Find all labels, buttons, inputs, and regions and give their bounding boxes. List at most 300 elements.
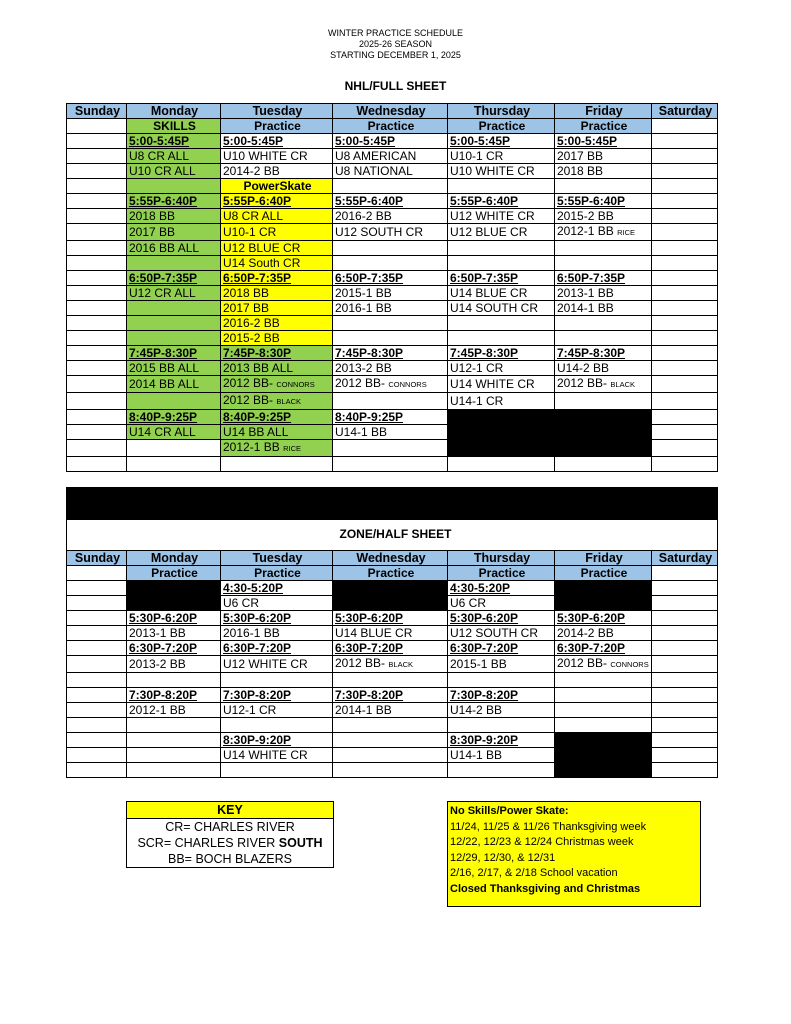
schedule-cell xyxy=(652,703,718,718)
session-type-label: Practice xyxy=(555,119,652,134)
schedule-cell xyxy=(652,209,718,224)
schedule-cell xyxy=(333,763,448,778)
day-header: Saturday xyxy=(652,104,718,119)
schedule-cell xyxy=(127,581,221,596)
schedule-cell xyxy=(333,748,448,763)
schedule-cell: U12 BLUE CR xyxy=(448,224,555,241)
schedule-cell: 2017 BB xyxy=(221,301,333,316)
schedule-cell: 5:00-5:45P xyxy=(221,134,333,149)
schedule-cell: 8:30P-9:20P xyxy=(221,733,333,748)
session-type-label: SKILLS xyxy=(127,119,221,134)
schedule-cell xyxy=(127,331,221,346)
schedule-cell: 7:30P-8:20P xyxy=(448,688,555,703)
schedule-cell: 2012 BB- BLACK xyxy=(333,656,448,673)
schedule-cell xyxy=(555,256,652,271)
session-type-label: Practice xyxy=(333,566,448,581)
schedule-cell xyxy=(333,673,448,688)
schedule-cell: 2018 BB xyxy=(127,209,221,224)
schedule-row xyxy=(67,410,718,425)
schedule-cell: 6:30P-7:20P xyxy=(333,641,448,656)
schedule-cell xyxy=(652,425,718,440)
schedule-cell: U8 NATIONAL xyxy=(333,164,448,179)
schedule-cell: 7:30P-8:20P xyxy=(127,688,221,703)
schedule-cell: U14 WHITE CR xyxy=(448,376,555,393)
schedule-cell xyxy=(67,611,127,626)
schedule-row xyxy=(67,241,718,256)
schedule-cell: 2015-2 BB xyxy=(555,209,652,224)
schedule-cell xyxy=(67,733,127,748)
schedule-cell xyxy=(67,194,127,209)
schedule-cell: U12 SOUTH CR xyxy=(448,626,555,641)
zone-section-title: ZONE/HALF SHEET xyxy=(339,527,452,541)
schedule-cell xyxy=(555,457,652,472)
schedule-cell xyxy=(333,241,448,256)
schedule-cell xyxy=(448,763,555,778)
schedule-cell: U10 CR ALL xyxy=(127,164,221,179)
day-header: Wednesday xyxy=(333,551,448,566)
schedule-cell xyxy=(555,241,652,256)
schedule-cell xyxy=(333,256,448,271)
schedule-row xyxy=(67,688,718,703)
session-type-label: Practice xyxy=(221,566,333,581)
schedule-cell xyxy=(652,301,718,316)
schedule-cell xyxy=(67,331,127,346)
schedule-cell xyxy=(448,718,555,733)
schedule-cell xyxy=(67,179,127,194)
schedule-row xyxy=(67,376,718,393)
schedule-row xyxy=(67,425,718,440)
schedule-cell: U12-1 CR xyxy=(448,361,555,376)
schedule-row xyxy=(67,393,718,410)
schedule-cell: 5:00-5:45P xyxy=(127,134,221,149)
day-header: Friday xyxy=(555,104,652,119)
schedule-cell xyxy=(127,179,221,194)
schedule-cell xyxy=(221,718,333,733)
schedule-cell xyxy=(555,673,652,688)
schedule-cell: 5:00-5:45P xyxy=(448,134,555,149)
schedule-cell xyxy=(67,596,127,611)
schedule-cell xyxy=(221,763,333,778)
key-legend xyxy=(126,801,334,868)
schedule-cell xyxy=(67,425,127,440)
schedule-cell xyxy=(67,134,127,149)
schedule-cell xyxy=(333,733,448,748)
note-closing: Closed Thanksgiving and Christmas xyxy=(450,882,641,895)
key-title: KEY xyxy=(127,802,333,819)
schedule-cell: U10-1 CR xyxy=(448,149,555,164)
schedule-cell: U14 BLUE CR xyxy=(448,286,555,301)
schedule-cell: 2016 BB ALL xyxy=(127,241,221,256)
schedule-cell xyxy=(127,673,221,688)
schedule-cell xyxy=(67,376,127,393)
schedule-cell xyxy=(652,194,718,209)
schedule-cell xyxy=(67,763,127,778)
schedule-cell: 5:30P-6:20P xyxy=(333,611,448,626)
schedule-cell: 2012 BB- BLACK xyxy=(221,393,333,410)
schedule-cell xyxy=(333,316,448,331)
schedule-cell: U14-1 BB xyxy=(448,748,555,763)
schedule-cell xyxy=(555,410,652,425)
schedule-cell xyxy=(555,596,652,611)
session-type-label: Practice xyxy=(448,119,555,134)
schedule-cell: 5:30P-6:20P xyxy=(448,611,555,626)
schedule-cell xyxy=(127,256,221,271)
day-header: Thursday xyxy=(448,104,555,119)
schedule-cell: 2015-2 BB xyxy=(221,331,333,346)
schedule-cell: U14 SOUTH CR xyxy=(448,301,555,316)
schedule-cell xyxy=(333,331,448,346)
schedule-cell xyxy=(333,179,448,194)
schedule-cell xyxy=(652,440,718,457)
schedule-cell: 5:55P-6:40P xyxy=(448,194,555,209)
schedule-cell: 7:45P-8:30P xyxy=(127,346,221,361)
schedule-cell: 2013-1 BB xyxy=(555,286,652,301)
section-divider-band xyxy=(66,487,718,520)
schedule-cell xyxy=(127,316,221,331)
schedule-cell xyxy=(652,241,718,256)
schedule-row xyxy=(67,748,718,763)
season-label: 2025-26 SEASON xyxy=(358,39,433,49)
schedule-cell xyxy=(448,179,555,194)
schedule-cell: 2016-1 BB xyxy=(221,626,333,641)
schedule-cell: 7:45P-8:30P xyxy=(555,346,652,361)
schedule-cell xyxy=(67,673,127,688)
zone-schedule-table xyxy=(66,550,718,778)
schedule-cell: 5:55P-6:40P xyxy=(221,194,333,209)
schedule-cell xyxy=(127,718,221,733)
schedule-cell xyxy=(67,286,127,301)
schedule-cell: U12 WHITE CR xyxy=(221,656,333,673)
schedule-cell xyxy=(127,748,221,763)
schedule-row xyxy=(67,641,718,656)
schedule-cell xyxy=(333,596,448,611)
schedule-cell: 6:30P-7:20P xyxy=(221,641,333,656)
schedule-title: WINTER PRACTICE SCHEDULE xyxy=(327,28,463,38)
schedule-row xyxy=(67,626,718,641)
schedule-cell xyxy=(652,763,718,778)
schedule-cell: U8 CR ALL xyxy=(221,209,333,224)
schedule-cell: 6:50P-7:35P xyxy=(555,271,652,286)
schedule-cell xyxy=(127,733,221,748)
schedule-cell: U12-1 CR xyxy=(221,703,333,718)
schedule-cell: U12 BLUE CR xyxy=(221,241,333,256)
schedule-cell: 2012 BB- CONNORS xyxy=(333,376,448,393)
schedule-cell xyxy=(448,440,555,457)
schedule-row xyxy=(67,611,718,626)
schedule-cell: 5:30P-6:20P xyxy=(127,611,221,626)
schedule-cell xyxy=(555,688,652,703)
schedule-cell xyxy=(652,748,718,763)
schedule-cell xyxy=(652,611,718,626)
key-bb: BB= BOCH BLAZERS xyxy=(168,852,292,866)
schedule-cell xyxy=(67,457,127,472)
schedule-cell: 2017 BB xyxy=(127,224,221,241)
day-header: Monday xyxy=(127,551,221,566)
schedule-cell xyxy=(652,179,718,194)
schedule-cell xyxy=(652,673,718,688)
schedule-cell xyxy=(127,301,221,316)
schedule-cell: 2012 BB- BLACK xyxy=(555,376,652,393)
schedule-cell: 2017 BB xyxy=(555,149,652,164)
key-cr: CR= CHARLES RIVER xyxy=(165,820,295,834)
day-header: Friday xyxy=(555,551,652,566)
schedule-cell xyxy=(67,581,127,596)
key-scr: SCR= CHARLES RIVER SOUTH xyxy=(137,836,323,850)
day-header: Sunday xyxy=(67,104,127,119)
schedule-cell: 2015-1 BB xyxy=(448,656,555,673)
schedule-cell xyxy=(555,718,652,733)
schedule-row xyxy=(67,271,718,286)
schedule-row xyxy=(67,301,718,316)
schedule-cell: 2015-1 BB xyxy=(333,286,448,301)
schedule-row xyxy=(67,457,718,472)
schedule-row xyxy=(67,581,718,596)
schedule-cell xyxy=(67,703,127,718)
schedule-cell: 6:50P-7:35P xyxy=(333,271,448,286)
schedule-cell: 4:30-5:20P xyxy=(448,581,555,596)
schedule-cell xyxy=(67,748,127,763)
schedule-cell: U14 CR ALL xyxy=(127,425,221,440)
schedule-cell xyxy=(652,331,718,346)
schedule-cell: 5:55P-6:40P xyxy=(555,194,652,209)
schedule-cell xyxy=(67,410,127,425)
schedule-cell xyxy=(67,271,127,286)
schedule-cell xyxy=(652,656,718,673)
schedule-cell: 8:40P-9:25P xyxy=(127,410,221,425)
schedule-cell: 2014-1 BB xyxy=(555,301,652,316)
schedule-cell xyxy=(555,179,652,194)
schedule-cell: U6 CR xyxy=(448,596,555,611)
schedule-cell: 2012-1 BB RICE xyxy=(555,224,652,241)
schedule-cell: 2016-1 BB xyxy=(333,301,448,316)
schedule-cell xyxy=(652,596,718,611)
schedule-cell xyxy=(448,410,555,425)
schedule-cell xyxy=(652,224,718,241)
schedule-cell: U12 CR ALL xyxy=(127,286,221,301)
schedule-cell xyxy=(67,641,127,656)
schedule-row xyxy=(67,149,718,164)
day-header: Sunday xyxy=(67,551,127,566)
schedule-cell xyxy=(652,149,718,164)
schedule-row xyxy=(67,224,718,241)
schedule-cell xyxy=(67,440,127,457)
schedule-cell xyxy=(448,256,555,271)
note-line: 2/16, 2/17, & 2/18 School vacation xyxy=(450,867,618,879)
schedule-cell xyxy=(448,241,555,256)
schedule-cell xyxy=(333,457,448,472)
schedule-cell: 2012-1 BB xyxy=(127,703,221,718)
schedule-row xyxy=(67,209,718,224)
schedule-cell: U12 WHITE CR xyxy=(448,209,555,224)
schedule-cell xyxy=(67,224,127,241)
schedule-cell: U8 CR ALL xyxy=(127,149,221,164)
schedule-cell: 7:30P-8:20P xyxy=(333,688,448,703)
schedule-cell: 2014-2 BB xyxy=(221,164,333,179)
schedule-row xyxy=(67,346,718,361)
schedule-cell: 2016-2 BB xyxy=(333,209,448,224)
session-type-label xyxy=(652,566,718,581)
schedule-cell xyxy=(652,626,718,641)
schedule-cell xyxy=(652,457,718,472)
schedule-cell xyxy=(67,361,127,376)
schedule-cell xyxy=(652,286,718,301)
schedule-row xyxy=(67,361,718,376)
day-header: Wednesday xyxy=(333,104,448,119)
schedule-cell xyxy=(127,763,221,778)
schedule-cell: 7:45P-8:30P xyxy=(221,346,333,361)
session-type-label xyxy=(67,119,127,134)
schedule-cell xyxy=(67,149,127,164)
session-type-label xyxy=(67,566,127,581)
schedule-row xyxy=(67,256,718,271)
note-line: 12/22, 12/23 & 12/24 Christmas week xyxy=(450,836,634,848)
session-type-label: Practice xyxy=(333,119,448,134)
schedule-row xyxy=(67,316,718,331)
schedule-cell xyxy=(555,440,652,457)
schedule-cell xyxy=(555,748,652,763)
schedule-cell: 8:30P-9:20P xyxy=(448,733,555,748)
nhl-section-title: NHL/FULL SHEET xyxy=(344,79,447,93)
schedule-row xyxy=(67,733,718,748)
start-date-label: STARTING DECEMBER 1, 2025 xyxy=(330,50,461,60)
schedule-cell: 2014-2 BB xyxy=(555,626,652,641)
schedule-cell: U14 BLUE CR xyxy=(333,626,448,641)
schedule-cell: 5:55P-6:40P xyxy=(127,194,221,209)
schedule-cell xyxy=(221,457,333,472)
schedule-cell: 5:00-5:45P xyxy=(333,134,448,149)
schedule-cell: 8:40P-9:25P xyxy=(333,410,448,425)
schedule-row xyxy=(67,194,718,209)
schedule-cell xyxy=(67,718,127,733)
schedule-cell: 2018 BB xyxy=(555,164,652,179)
schedule-cell: 2012 BB- CONNORS xyxy=(555,656,652,673)
schedule-cell xyxy=(127,393,221,410)
schedule-cell xyxy=(67,209,127,224)
schedule-cell: U14-1 CR xyxy=(448,393,555,410)
schedule-cell xyxy=(555,703,652,718)
schedule-cell xyxy=(652,718,718,733)
schedule-cell: 2012-1 BB RICE xyxy=(221,440,333,457)
schedule-cell: 2016-2 BB xyxy=(221,316,333,331)
schedule-cell: 6:30P-7:20P xyxy=(555,641,652,656)
schedule-cell xyxy=(448,316,555,331)
session-type-label: Practice xyxy=(555,566,652,581)
schedule-cell: U10-1 CR xyxy=(221,224,333,241)
schedule-cell xyxy=(652,164,718,179)
note-line: 12/29, 12/30, & 12/31 xyxy=(450,851,556,864)
schedule-cell: U14 South CR xyxy=(221,256,333,271)
schedule-cell xyxy=(652,641,718,656)
schedule-cell: 5:30P-6:20P xyxy=(221,611,333,626)
schedule-cell: 5:30P-6:20P xyxy=(555,611,652,626)
schedule-row xyxy=(67,134,718,149)
schedule-cell: 2013-1 BB xyxy=(127,626,221,641)
schedule-cell: U14-1 BB xyxy=(333,425,448,440)
schedule-cell xyxy=(67,346,127,361)
schedule-cell xyxy=(333,393,448,410)
schedule-cell xyxy=(652,688,718,703)
schedule-cell xyxy=(333,718,448,733)
schedule-cell xyxy=(67,316,127,331)
session-type-label: Practice xyxy=(127,566,221,581)
schedule-cell xyxy=(555,763,652,778)
schedule-row xyxy=(67,331,718,346)
schedule-cell xyxy=(127,440,221,457)
schedule-cell: 6:50P-7:35P xyxy=(221,271,333,286)
schedule-cell xyxy=(127,596,221,611)
schedule-row xyxy=(67,703,718,718)
schedule-cell: U14-2 BB xyxy=(555,361,652,376)
schedule-cell: U14 WHITE CR xyxy=(221,748,333,763)
schedule-cell: PowerSkate xyxy=(221,179,333,194)
no-skills-note xyxy=(447,801,701,907)
schedule-cell xyxy=(652,316,718,331)
schedule-cell xyxy=(555,393,652,410)
schedule-cell xyxy=(652,393,718,410)
day-header: Monday xyxy=(127,104,221,119)
schedule-cell xyxy=(555,331,652,346)
schedule-cell: 2014-1 BB xyxy=(333,703,448,718)
schedule-cell xyxy=(652,134,718,149)
schedule-cell xyxy=(555,425,652,440)
schedule-cell: 6:50P-7:35P xyxy=(127,271,221,286)
schedule-cell xyxy=(67,256,127,271)
schedule-cell xyxy=(127,457,221,472)
schedule-row xyxy=(67,718,718,733)
schedule-cell: 7:45P-8:30P xyxy=(448,346,555,361)
schedule-cell xyxy=(555,316,652,331)
day-header: Saturday xyxy=(652,551,718,566)
schedule-cell: U10 WHITE CR xyxy=(221,149,333,164)
schedule-cell xyxy=(333,581,448,596)
schedule-cell xyxy=(67,241,127,256)
schedule-cell: 2013-2 BB xyxy=(127,656,221,673)
schedule-cell: 7:30P-8:20P xyxy=(221,688,333,703)
schedule-cell xyxy=(652,581,718,596)
day-header: Tuesday xyxy=(221,551,333,566)
schedule-cell: 2018 BB xyxy=(221,286,333,301)
schedule-cell xyxy=(652,410,718,425)
schedule-cell: U14-2 BB xyxy=(448,703,555,718)
schedule-cell xyxy=(652,733,718,748)
session-type-label: Practice xyxy=(448,566,555,581)
schedule-cell: 5:55P-6:40P xyxy=(333,194,448,209)
schedule-cell xyxy=(652,256,718,271)
schedule-cell xyxy=(67,164,127,179)
schedule-cell: 5:00-5:45P xyxy=(555,134,652,149)
schedule-row xyxy=(67,440,718,457)
schedule-cell: U10 WHITE CR xyxy=(448,164,555,179)
schedule-cell xyxy=(67,656,127,673)
schedule-cell xyxy=(555,733,652,748)
schedule-cell: 8:40P-9:25P xyxy=(221,410,333,425)
schedule-cell xyxy=(652,376,718,393)
schedule-cell: 2014 BB ALL xyxy=(127,376,221,393)
schedule-row xyxy=(67,179,718,194)
schedule-cell: 7:45P-8:30P xyxy=(333,346,448,361)
schedule-cell xyxy=(652,271,718,286)
schedule-cell: 4:30-5:20P xyxy=(221,581,333,596)
schedule-cell xyxy=(652,361,718,376)
nhl-schedule-table xyxy=(66,103,718,472)
day-header: Thursday xyxy=(448,551,555,566)
schedule-cell: 6:30P-7:20P xyxy=(127,641,221,656)
schedule-cell: 2013-2 BB xyxy=(333,361,448,376)
schedule-cell: 6:50P-7:35P xyxy=(448,271,555,286)
note-title: No Skills/Power Skate: xyxy=(450,805,569,817)
schedule-row xyxy=(67,673,718,688)
schedule-cell xyxy=(221,673,333,688)
